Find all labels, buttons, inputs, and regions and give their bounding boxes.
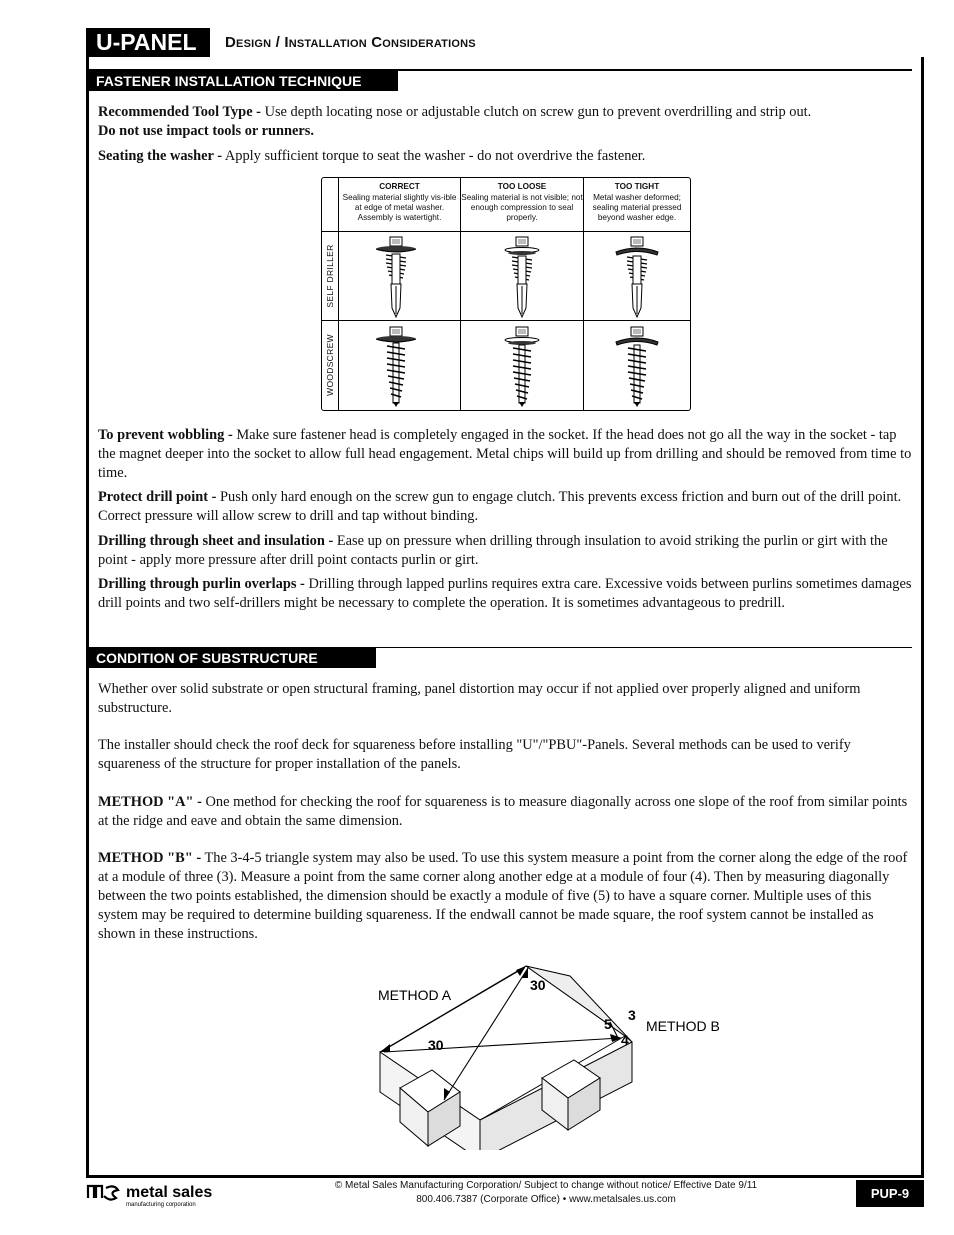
text-drill-point: Push only hard enough on the screw gun to engage clutch. This prevents excess friction and burn out of the drill point. Correct pressure will allow screw to drill and tap without binding. (98, 489, 902, 524)
lead-tool-type: Recommended Tool Type - (98, 104, 261, 120)
col-title: CORRECT (379, 182, 420, 191)
woodscrew-correct-icon (372, 326, 420, 408)
text-seating-washer: Apply sufficient torque to seat the washer - do not overdrive the fastener. (222, 148, 646, 164)
col-title: TOO LOOSE (497, 182, 547, 191)
paragraph-drill-point (98, 488, 913, 526)
logo-sub-text: manufacturing corporation (126, 1202, 196, 1208)
text-tool-type: Use depth locating nose or adjustable clutch on screw gun to prevent overdrilling and strip out. (260, 104, 812, 120)
lead-method-a: METHOD "A" - (98, 794, 202, 810)
paragraph-sheet-insulation (98, 532, 913, 570)
paragraph-tool-type (98, 103, 913, 141)
row-label-text: WOODSCREW (325, 334, 335, 396)
table-divider (322, 231, 690, 232)
col-header-correct (339, 178, 460, 231)
col-desc: Sealing material slightly vis-ible at edge of metal washer. Assembly is watertight. (342, 193, 457, 222)
row-label-woodscrew (322, 321, 338, 409)
paragraph-squareness: The installer should check the roof deck for squareness before installing "U"/"PBU"-Panels. Several methods can be used to verify squareness of the structure for proper installation of the panels. (98, 737, 851, 772)
col-header-too-loose (461, 178, 583, 231)
footer-legal (240, 1179, 852, 1207)
col-header-too-tight (584, 178, 690, 231)
text-method-a: One method for checking the roof for squareness is to measure diagonally across one slope of the roof from similar points at the ridge and eave and obtain the same dimension. (98, 794, 908, 829)
section-title-fastener: FASTENER INSTALLATION TECHNIQUE (86, 71, 398, 91)
lead-drill-point: Protect drill point - (98, 489, 217, 505)
self-driller-too-loose-icon (498, 236, 546, 318)
label-module-5: 5 (604, 1016, 612, 1032)
paragraph-method-a (98, 793, 913, 831)
paragraph-substrate: Whether over solid substrate or open structural framing, panel distortion may occur if not applied over properly aligned and uniform substructure. (98, 681, 861, 716)
lead-sheet-insulation: Drilling through sheet and insulation - (98, 533, 334, 549)
label-method-b: METHOD B (646, 1018, 720, 1034)
footer-copyright: © Metal Sales Manufacturing Corporation/ Subject to change without notice/ Effective Date 9/11 (334, 1180, 758, 1191)
label-dimension-30-top: 30 (530, 977, 546, 993)
paragraph-purlin-overlaps (98, 575, 913, 613)
lead-purlin-overlaps: Drilling through purlin overlaps - (98, 576, 305, 592)
table-divider (322, 320, 690, 321)
self-driller-correct-icon (372, 236, 420, 318)
row-label-text: SELF DRILLER (325, 244, 335, 308)
lead-wobbling: To prevent wobbling - (98, 427, 233, 443)
lead-seating-washer: Seating the washer - (98, 148, 223, 164)
footer-contact: 800.406.7387 (Corporate Office) • www.metalsales.us.com (416, 1194, 676, 1205)
label-module-4: 4 (621, 1032, 629, 1048)
company-logo (86, 1180, 236, 1215)
metal-sales-logo-icon (86, 1180, 236, 1210)
paragraph-seating-washer (98, 147, 913, 166)
roof-squareness-diagram (370, 960, 750, 1150)
paragraph-method-b (98, 849, 913, 944)
warning-impact-tools: Do not use impact tools or runners. (98, 123, 314, 139)
label-module-3: 3 (628, 1007, 636, 1023)
woodscrew-too-loose-icon (498, 326, 546, 408)
product-title: U-PANEL (86, 28, 210, 57)
text-wobbling: Make sure fastener head is completely engaged in the socket. If the head does not go all the way in the socket - tap the magnet deeper into the socket to allow full head engagement. Metal chips will build up from drilling and should be removed from time to time. (98, 427, 912, 481)
label-method-a: METHOD A (378, 987, 452, 1003)
text-sheet-insulation: Ease up on pressure when drilling through insulation to avoid striking the purlin or girt with the point - apply more pressure after drill point contacts purlin or girt. (98, 533, 888, 568)
logo-main-text: metal sales (126, 1184, 213, 1201)
row-label-self-driller (322, 232, 338, 320)
self-driller-too-tight-icon (613, 236, 661, 318)
text-purlin-overlaps: Drilling through lapped purlins requires extra care. Excessive voids between purlins sometimes damages drill points and two self-drillers might be necessary to complete the operation. It is sometimes advantageous to predrill. (98, 576, 912, 611)
col-desc: Sealing material is not visible; not enough compression to seal properly. (461, 193, 583, 222)
lead-method-b: METHOD "B" - (98, 850, 202, 866)
woodscrew-too-tight-icon (613, 326, 661, 408)
page-heading: Design / Installation Considerations (225, 34, 476, 51)
fastener-table (321, 177, 691, 411)
col-desc: Metal washer deformed; sealing material pressed beyond washer edge. (592, 193, 682, 222)
paragraph-wobbling (98, 426, 913, 483)
text-method-b: The 3-4-5 triangle system may also be used. To use this system measure a point from the corner along the edge of the roof at a module of three (3). Measure a point from the same corner along another edge at a module of four (4). Then by measuring diagonally between the two points established, the dimension should be exactly a module of five (5) to have a square corner. Multiple uses of this system may be required to determine building squareness. If the endwall cannot be made square, the roof system cannot be installed as shown in these instructions. (98, 850, 908, 942)
label-dimension-30-bottom: 30 (428, 1037, 444, 1053)
col-title: TOO TIGHT (614, 182, 660, 191)
page-number: PUP-9 (856, 1180, 924, 1207)
section-title-substructure: CONDITION OF SUBSTRUCTURE (86, 648, 376, 668)
